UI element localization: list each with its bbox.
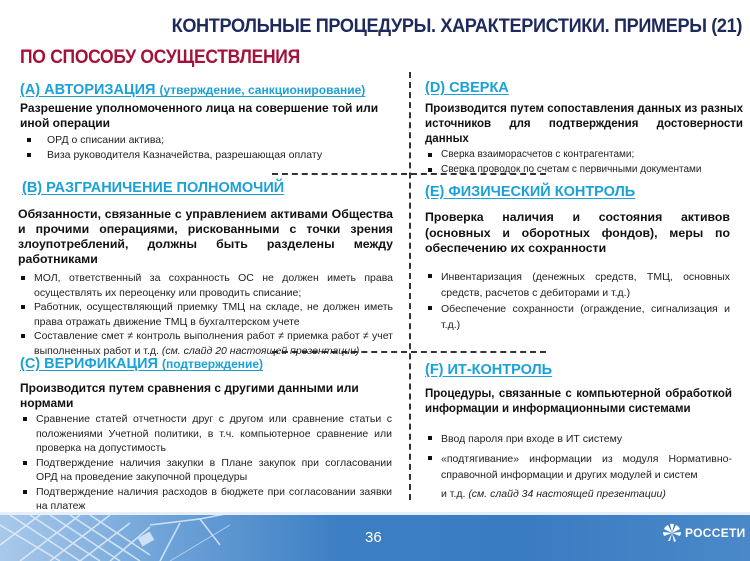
- list-item: Подтверждение наличия расходов в бюджете при согласовании заявки на платеж: [20, 485, 392, 514]
- list-item: Инвентаризация (денежных средств, ТМЦ, основных средств, расчетов с дебиторами и т.д.): [425, 269, 730, 301]
- section-c-list: [20, 412, 392, 528]
- slide-subtitle: ПО СПОСОБУ ОСУЩЕСТВЛЕНИЯ: [20, 47, 300, 68]
- section-b-list: [18, 271, 393, 358]
- logo-text: РОССЕТИ: [685, 526, 746, 540]
- list-item: Сравнение статей отчетности друг с другом или сравнение статьи с положениями Учетной политики, в т.ч. компьютерное сравнение или проверка на допустимость: [20, 412, 392, 456]
- list-item: Сверка взаиморасчетов с контрагентами;: [425, 148, 743, 163]
- power-tower-graphic: [0, 515, 230, 561]
- section-d-list: [425, 148, 743, 177]
- section-physical-control: [425, 184, 730, 333]
- list-item: «подтягивание» информации из модуля Нормативно-справочной информации и других модулей и систем: [425, 451, 732, 483]
- section-e-lead: Проверка наличия и состояния активов (основных и оборотных фондов), меры по обеспечению их сохранности: [425, 210, 730, 255]
- section-a-title: (А) АВТОРИЗАЦИЯ: [20, 82, 156, 98]
- section-authorization: [20, 82, 388, 162]
- slide-reference-note: (см. слайд 20 настоящей презентации): [161, 344, 360, 357]
- list-item: Обеспечение сохранности (ограждение, сигнализация и т.д.): [425, 301, 730, 333]
- section-b-lead: Обязанности, связанные с управлением активами Общества и прочими операциями, рискованными с точки зрения злоупотреблений, должны быть разделены между работниками: [18, 207, 393, 266]
- company-logo: [662, 523, 746, 543]
- rosseti-logo-icon: [662, 523, 682, 543]
- section-f-list: [425, 431, 732, 483]
- list-item: ОРД о списании актива;: [20, 133, 388, 148]
- section-c-subtitle: (подтверждение): [161, 357, 264, 371]
- section-e-title: (Е) ФИЗИЧЕСКИЙ КОНТРОЛЬ: [425, 184, 636, 200]
- section-a-list: [20, 133, 388, 162]
- section-d-heading: [425, 80, 743, 96]
- page-number: 36: [365, 529, 382, 546]
- section-f-lead: Процедуры, связанные с компьютерной обработкой информации и информационными системами: [425, 388, 732, 415]
- section-a-lead: Разрешение уполномоченного лица на совершение той или иной операции: [20, 101, 379, 130]
- slide-reference-note: (см. слайд 34 настоящей презентации): [468, 488, 666, 500]
- divider-vertical: [409, 72, 411, 500]
- section-a-subtitle: (утверждение, санкционирование): [159, 83, 366, 97]
- list-item: [18, 329, 393, 358]
- section-d-title: (D) СВЕРКА: [425, 80, 509, 96]
- section-a-heading: [20, 82, 388, 98]
- section-c-heading: [20, 356, 392, 372]
- section-e-list: [425, 269, 730, 333]
- section-it-control: [425, 362, 732, 502]
- slide-title: КОНТРОЛЬНЫЕ ПРОЦЕДУРЫ. ХАРАКТЕРИСТИКИ. ПРИМЕРЫ (21): [171, 15, 742, 37]
- etc-text: и т.д.: [441, 488, 466, 500]
- section-verification: [20, 356, 392, 528]
- section-f-title: (F) ИТ-КОНТРОЛЬ: [425, 362, 553, 378]
- slide-footer: [0, 515, 750, 561]
- section-b-title: (В) РАЗГРАНИЧЕНИЕ ПОЛНОМОЧИЙ: [22, 180, 285, 196]
- section-f-footer-note: [425, 486, 732, 502]
- list-item: Ввод пароля при входе в ИТ систему: [425, 431, 732, 448]
- section-f-heading: [425, 362, 732, 378]
- section-c-lead: Производится путем сравнения с другими данными или нормами: [20, 381, 359, 410]
- section-e-heading: [425, 184, 730, 200]
- list-item: Сверка проводок по счетам с первичными документами: [425, 163, 743, 178]
- section-reconciliation: [425, 80, 743, 177]
- section-b-heading: [22, 180, 393, 196]
- list-item: Виза руководителя Казначейства, разрешающая оплату: [20, 148, 388, 163]
- section-c-title: (С) ВЕРИФИКАЦИЯ: [20, 356, 158, 372]
- list-item: Работник, осуществляющий приемку ТМЦ на складе, не должен иметь права отражать движение ТМЦ в бухгалтерском учете: [18, 300, 393, 329]
- list-item: Подтверждение наличия закупки в Плане закупок при согласовании ОРД на проведение закупочной процедуры: [20, 456, 392, 485]
- section-segregation: [18, 180, 393, 358]
- section-d-lead: Производится путем сопоставления данных из разных источников для подтверждения достоверности данных: [425, 103, 743, 145]
- list-item: МОЛ, ответственный за сохранность ОС не должен иметь права осуществлять их переоценку или проводить списание;: [18, 271, 393, 300]
- list-item-text: Составление смет ≠ контроль выполнения работ ≠ приемка работ ≠ учет выполненных работ и т.д.: [34, 330, 393, 357]
